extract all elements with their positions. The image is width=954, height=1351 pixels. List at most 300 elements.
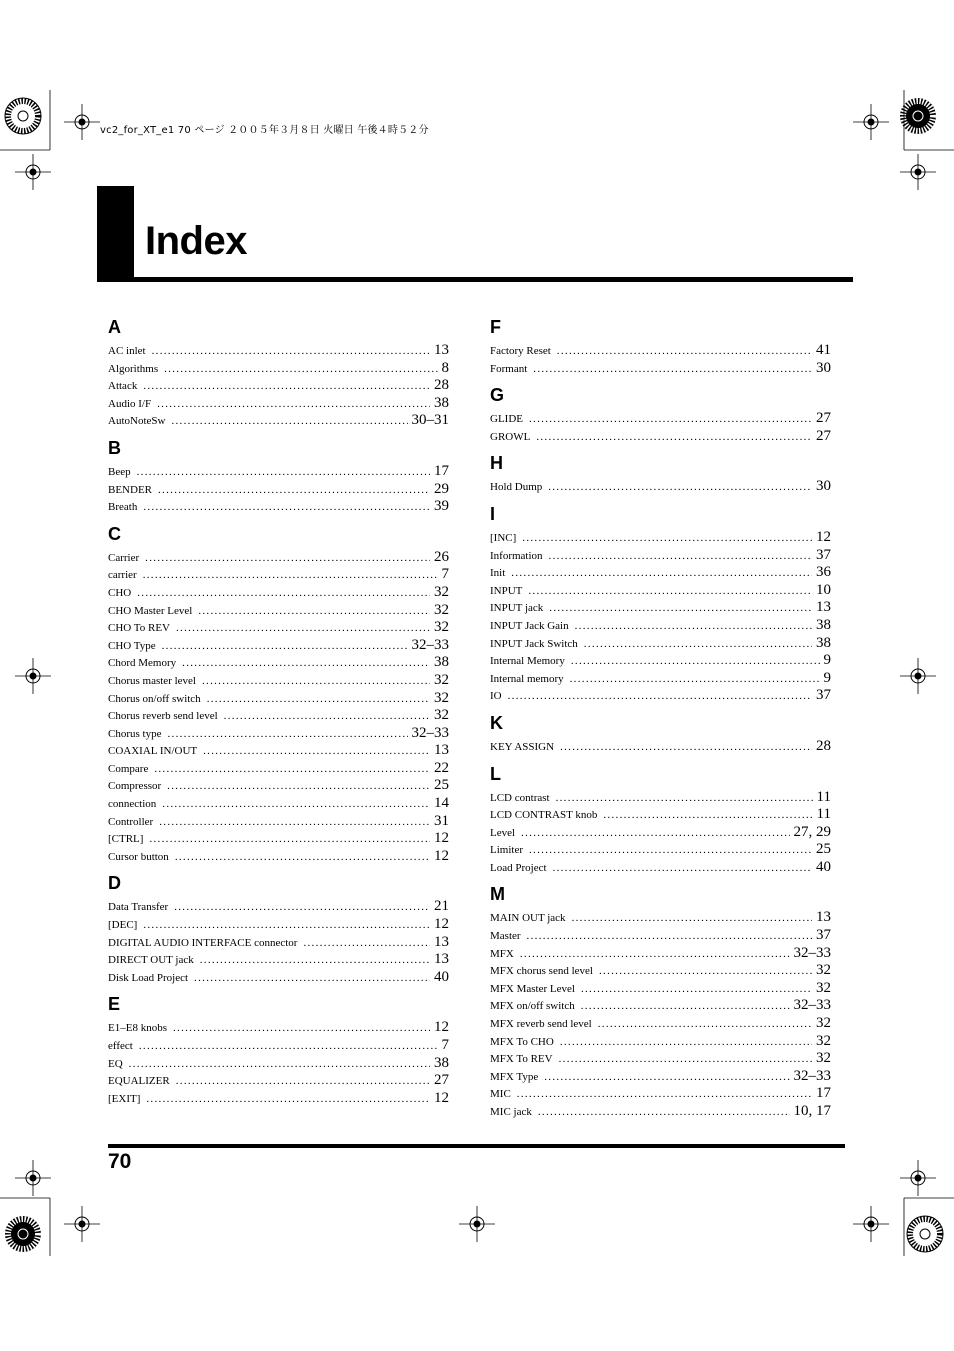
index-entry [108, 549, 449, 567]
index-entry [490, 980, 831, 998]
index-section-k [490, 712, 831, 756]
index-term: Cursor button [108, 850, 169, 863]
section-letter: C [108, 523, 121, 544]
index-section-f [490, 316, 831, 377]
index-page-ref: 7 [441, 566, 449, 583]
index-column-left [108, 316, 449, 1107]
index-term: Beep [108, 465, 131, 478]
dot-leader [146, 1091, 430, 1109]
index-page-ref: 13 [816, 909, 831, 926]
index-section-b [108, 437, 449, 516]
index-page-ref: 37 [816, 546, 831, 563]
index-page-ref: 25 [434, 777, 449, 794]
index-page-ref: 12 [434, 1019, 449, 1036]
index-entry [490, 962, 831, 980]
dot-leader [572, 910, 812, 928]
dot-leader [154, 761, 430, 779]
index-section-d [108, 872, 449, 986]
dot-leader [559, 1051, 812, 1069]
index-term: GROWL [490, 430, 531, 443]
index-term: LCD CONTRAST knob [490, 809, 598, 822]
index-term: MFX [490, 947, 514, 960]
index-entry [490, 599, 831, 617]
dot-leader [145, 550, 430, 568]
index-entry [490, 410, 831, 428]
index-column-right [490, 316, 831, 1121]
index-entry [490, 945, 831, 963]
index-page-ref: 9 [823, 669, 831, 686]
index-page-ref: 32 [816, 1050, 831, 1067]
dot-leader [200, 952, 430, 970]
index-entry [490, 859, 831, 877]
index-page-ref: 14 [434, 795, 449, 812]
index-page-ref: 37 [816, 927, 831, 944]
index-term: Controller [108, 815, 154, 828]
index-section-l [490, 763, 831, 877]
index-page-ref: 13 [816, 599, 831, 616]
index-entry [108, 1090, 449, 1108]
dot-leader [511, 565, 812, 583]
index-page-ref: 32 [434, 601, 449, 618]
index-page-ref: 25 [816, 841, 831, 858]
index-entry [108, 795, 449, 813]
dot-leader [202, 673, 430, 691]
index-page-ref: 13 [434, 933, 449, 950]
index-term: [EXIT] [108, 1092, 141, 1105]
index-entry [490, 1033, 831, 1051]
index-term: LCD contrast [490, 791, 550, 804]
index-term: Chorus on/off switch [108, 692, 201, 705]
dot-leader [303, 935, 430, 953]
section-letter: I [490, 503, 496, 524]
index-entry [490, 428, 831, 446]
index-entry [108, 463, 449, 481]
index-entry [490, 824, 831, 842]
index-page-ref: 32 [816, 1015, 831, 1032]
index-entry [490, 806, 831, 824]
index-entry [490, 652, 831, 670]
index-term: Disk Load Project [108, 971, 189, 984]
index-entry [490, 582, 831, 600]
index-page-ref: 32–33 [411, 724, 449, 741]
section-letter: F [490, 317, 501, 337]
index-page-ref: 12 [434, 830, 449, 847]
index-term: MFX To REV [490, 1053, 553, 1066]
index-page-ref: 27 [434, 1072, 449, 1089]
dot-leader [533, 361, 812, 379]
index-term: MFX Master Level [490, 982, 575, 995]
index-entry [108, 377, 449, 395]
index-entry [108, 951, 449, 969]
index-term: Carrier [108, 551, 140, 564]
index-term: Compressor [108, 780, 162, 793]
dot-leader [575, 618, 812, 636]
dot-leader [137, 585, 430, 603]
dot-leader [176, 620, 430, 638]
index-page-ref: 38 [434, 394, 449, 411]
dot-leader [584, 636, 812, 654]
index-page-ref: 32–33 [793, 1067, 831, 1084]
dot-leader [581, 998, 790, 1016]
dot-leader [571, 653, 820, 671]
section-letter: M [490, 884, 505, 905]
index-term: Hold Dump [490, 481, 543, 494]
index-entry [108, 360, 449, 378]
index-term: Data Transfer [108, 901, 169, 914]
index-page-ref: 10, 17 [793, 1103, 831, 1119]
dot-leader [198, 603, 430, 621]
index-entry [490, 342, 831, 360]
dot-leader [139, 1038, 438, 1056]
section-letter: L [490, 763, 501, 784]
index-term: Chorus master level [108, 674, 196, 687]
index-term: [DEC] [108, 919, 138, 932]
index-page-ref: 31 [434, 812, 449, 829]
dot-leader [157, 396, 430, 414]
index-page-ref: 30 [816, 478, 831, 495]
index-page-ref: 32 [434, 583, 449, 600]
index-entry [108, 619, 449, 637]
index-page-ref: 32 [816, 1032, 831, 1049]
index-entry [490, 841, 831, 859]
index-entry [490, 927, 831, 945]
index-section-m [490, 883, 831, 1120]
index-page-ref: 40 [816, 858, 831, 875]
index-entry [108, 916, 449, 934]
index-entry [490, 1068, 831, 1086]
dot-leader [603, 807, 812, 825]
dot-leader [182, 655, 430, 673]
index-page-ref: 12 [434, 916, 449, 933]
index-term: MFX reverb send level [490, 1018, 592, 1031]
index-section-i [490, 503, 831, 705]
dot-leader [549, 548, 812, 566]
dot-leader [194, 970, 430, 988]
index-term: connection [108, 798, 157, 811]
index-entry [490, 789, 831, 807]
section-letter: E [108, 994, 121, 1015]
index-term: Load Project [490, 861, 547, 874]
index-entry [108, 760, 449, 778]
index-term: CHO Master Level [108, 604, 193, 617]
index-term: BENDER [108, 483, 152, 496]
index-page-ref: 40 [434, 968, 449, 985]
index-entry [490, 529, 831, 547]
index-term: DIGITAL AUDIO INTERFACE connector [108, 936, 298, 949]
index-page-ref: 26 [434, 548, 449, 565]
index-page-ref: 27 [816, 427, 831, 444]
index-term: MFX To CHO [490, 1035, 554, 1048]
dot-leader [536, 429, 812, 447]
title-underline-rule [97, 277, 853, 282]
dot-leader [143, 499, 430, 517]
section-letter: D [108, 873, 121, 894]
section-letter: H [490, 453, 503, 474]
index-page-ref: 37 [816, 687, 831, 704]
index-entry [108, 566, 449, 584]
dot-leader [159, 814, 430, 832]
index-page-ref: 21 [434, 898, 449, 915]
index-term: MFX Type [490, 1070, 539, 1083]
index-entry [108, 637, 449, 655]
page-title: Index [145, 219, 247, 263]
index-page-ref: 32 [434, 689, 449, 706]
index-term: KEY ASSIGN [490, 740, 555, 753]
dot-leader [553, 860, 812, 878]
index-page-ref: 12 [816, 528, 831, 545]
index-entry [490, 670, 831, 688]
index-page-ref: 13 [434, 742, 449, 759]
index-term: carrier [108, 569, 137, 582]
index-term: Limiter [490, 844, 523, 857]
section-letter: B [108, 437, 121, 458]
index-page-ref: 8 [441, 359, 449, 376]
index-term: INPUT Jack Switch [490, 637, 578, 650]
index-entry [108, 777, 449, 795]
dot-leader [207, 691, 430, 709]
index-entry [108, 742, 449, 760]
index-entry [490, 687, 831, 705]
index-term: MAIN OUT jack [490, 912, 566, 925]
index-page-ref: 30 [816, 359, 831, 376]
index-term: Compare [108, 762, 149, 775]
dot-leader [538, 1104, 790, 1122]
index-term: Formant [490, 362, 528, 375]
dot-leader [149, 831, 430, 849]
index-section-c [108, 523, 449, 866]
print-info-header: vc2_for_XT_e1 70 ページ ２００５年３月８日 火曜日 午後４時５２分 [100, 125, 429, 136]
index-entry [108, 412, 449, 430]
dot-leader [174, 899, 430, 917]
dot-leader [171, 413, 407, 431]
index-page-ref: 28 [816, 737, 831, 754]
index-term: Init [490, 567, 506, 580]
index-entry [108, 342, 449, 360]
index-page-ref: 32–33 [793, 944, 831, 961]
dot-leader [598, 1016, 812, 1034]
index-entry [490, 738, 831, 756]
index-page-ref: 10 [816, 581, 831, 598]
index-page-ref: 32 [816, 979, 831, 996]
section-letter: G [490, 385, 505, 406]
index-entry [108, 830, 449, 848]
crosshair-mark-icon [900, 658, 936, 694]
dot-leader [544, 1069, 789, 1087]
index-term: MIC [490, 1088, 511, 1101]
index-entry [490, 478, 831, 496]
index-entry [490, 360, 831, 378]
index-term: Internal Memory [490, 655, 565, 668]
index-term: [CTRL] [108, 833, 144, 846]
index-page-ref: 32–33 [793, 997, 831, 1014]
section-letter: K [490, 712, 503, 733]
dot-leader [162, 638, 408, 656]
index-term: effect [108, 1040, 133, 1052]
index-term: MFX on/off switch [490, 1000, 575, 1013]
page-number: 70 [108, 1150, 132, 1173]
index-entry [108, 1072, 449, 1090]
index-entry [108, 498, 449, 516]
index-page-ref: 32 [816, 962, 831, 979]
index-entry [490, 1103, 831, 1121]
index-entry [108, 1055, 449, 1073]
index-page-ref: 17 [816, 1085, 831, 1102]
index-entry [108, 898, 449, 916]
dot-leader [137, 464, 430, 482]
index-page-ref: 27, 29 [793, 823, 831, 840]
index-term: EQUALIZER [108, 1075, 170, 1088]
index-term: Internal memory [490, 672, 564, 685]
index-page-ref: 39 [434, 498, 449, 515]
index-term: Algorithms [108, 362, 159, 375]
index-term: Factory Reset [490, 345, 551, 357]
index-term: Chorus reverb send level [108, 710, 218, 723]
index-term: Breath [108, 501, 138, 514]
index-entry [108, 934, 449, 952]
index-page-ref: 12 [434, 847, 449, 864]
dot-leader [521, 825, 789, 843]
index-page-ref: 38 [434, 654, 449, 671]
dot-leader [167, 778, 430, 796]
index-term: Attack [108, 380, 138, 393]
index-term: Chord Memory [108, 657, 177, 670]
index-entry [490, 547, 831, 565]
index-term: DIRECT OUT jack [108, 954, 194, 967]
index-entry [108, 707, 449, 725]
index-page-ref: 13 [434, 342, 449, 358]
dot-leader [175, 849, 430, 867]
index-section-a [108, 316, 449, 430]
index-entry [490, 617, 831, 635]
index-entry [108, 395, 449, 413]
index-term: COAXIAL IN/OUT [108, 745, 198, 758]
trim-lines-bottom [0, 1190, 954, 1260]
index-term: INPUT jack [490, 602, 544, 615]
index-term: AC inlet [108, 345, 146, 357]
index-term: GLIDE [490, 413, 523, 426]
index-page-ref: 32–33 [411, 636, 449, 653]
dot-leader [581, 981, 812, 999]
index-term: [INC] [490, 531, 517, 544]
index-entry [108, 672, 449, 690]
index-term: CHO To REV [108, 622, 170, 635]
dot-leader [599, 963, 812, 981]
dot-leader [129, 1056, 430, 1074]
index-section-e [108, 993, 449, 1107]
section-letter: A [108, 317, 121, 337]
index-page-ref: 12 [434, 1089, 449, 1106]
index-term: Chorus type [108, 727, 162, 740]
index-page-ref: 11 [816, 788, 831, 805]
index-entry [108, 969, 449, 987]
index-page-ref: 11 [816, 806, 831, 823]
index-term: INPUT Jack Gain [490, 619, 569, 632]
index-term: AutoNoteSw [108, 415, 166, 428]
crosshair-mark-icon [15, 658, 51, 694]
index-term: CHO [108, 586, 132, 599]
index-entry [490, 997, 831, 1015]
dot-leader [173, 1020, 430, 1038]
dot-leader [549, 600, 812, 618]
dot-leader [520, 946, 790, 964]
dot-leader [529, 842, 812, 860]
index-entry [108, 813, 449, 831]
index-entry [108, 654, 449, 672]
dot-leader [164, 361, 437, 379]
dot-leader [508, 688, 812, 706]
dot-leader [560, 739, 812, 757]
index-term: INPUT [490, 584, 523, 597]
index-page-ref: 7 [441, 1037, 449, 1053]
index-page-ref: 36 [816, 564, 831, 581]
title-black-block [97, 186, 134, 280]
index-term: Audio I/F [108, 397, 152, 410]
dot-leader [560, 1034, 812, 1052]
index-page-ref: 32 [434, 619, 449, 636]
index-entry [108, 690, 449, 708]
index-term: EQ [108, 1057, 123, 1070]
dot-leader [528, 583, 812, 601]
index-page-ref: 29 [434, 480, 449, 497]
dot-leader [556, 790, 813, 808]
dot-leader [143, 378, 430, 396]
index-term: Information [490, 549, 543, 562]
dot-leader [176, 1073, 430, 1091]
dot-leader [224, 708, 430, 726]
index-section-h [490, 452, 831, 496]
index-page-ref: 38 [434, 1054, 449, 1071]
index-term: Master [490, 930, 521, 943]
dot-leader [167, 726, 407, 744]
index-page-ref: 41 [816, 342, 831, 358]
dot-leader [152, 343, 430, 361]
dot-leader [158, 482, 430, 500]
index-page-ref: 27 [816, 410, 831, 427]
index-page-ref: 38 [816, 616, 831, 633]
index-page-ref: 17 [434, 462, 449, 479]
dot-leader [557, 343, 812, 361]
index-entry [108, 584, 449, 602]
index-entry [108, 1019, 449, 1037]
dot-leader [162, 796, 430, 814]
index-page-ref: 9 [823, 652, 831, 669]
dot-leader [203, 743, 430, 761]
index-entry [108, 602, 449, 620]
index-entry [490, 1015, 831, 1033]
dot-leader [143, 567, 438, 585]
index-section-g [490, 384, 831, 445]
index-entry [108, 725, 449, 743]
index-term: E1–E8 knobs [108, 1022, 167, 1035]
index-page-ref: 38 [816, 634, 831, 651]
index-entry [490, 635, 831, 653]
dot-leader [522, 530, 812, 548]
dot-leader [143, 917, 430, 935]
index-term: Level [490, 826, 516, 839]
dot-leader [548, 479, 812, 497]
index-page-ref: 22 [434, 759, 449, 776]
index-page-ref: 28 [434, 377, 449, 394]
index-entry [108, 848, 449, 866]
index-entry [490, 564, 831, 582]
index-page-ref: 32 [434, 671, 449, 688]
index-term: MIC jack [490, 1106, 532, 1118]
index-entry [490, 1085, 831, 1103]
index-page-ref: 13 [434, 951, 449, 968]
index-page-ref: 32 [434, 707, 449, 724]
index-entry [108, 1037, 449, 1055]
trim-lines-top [0, 90, 954, 160]
